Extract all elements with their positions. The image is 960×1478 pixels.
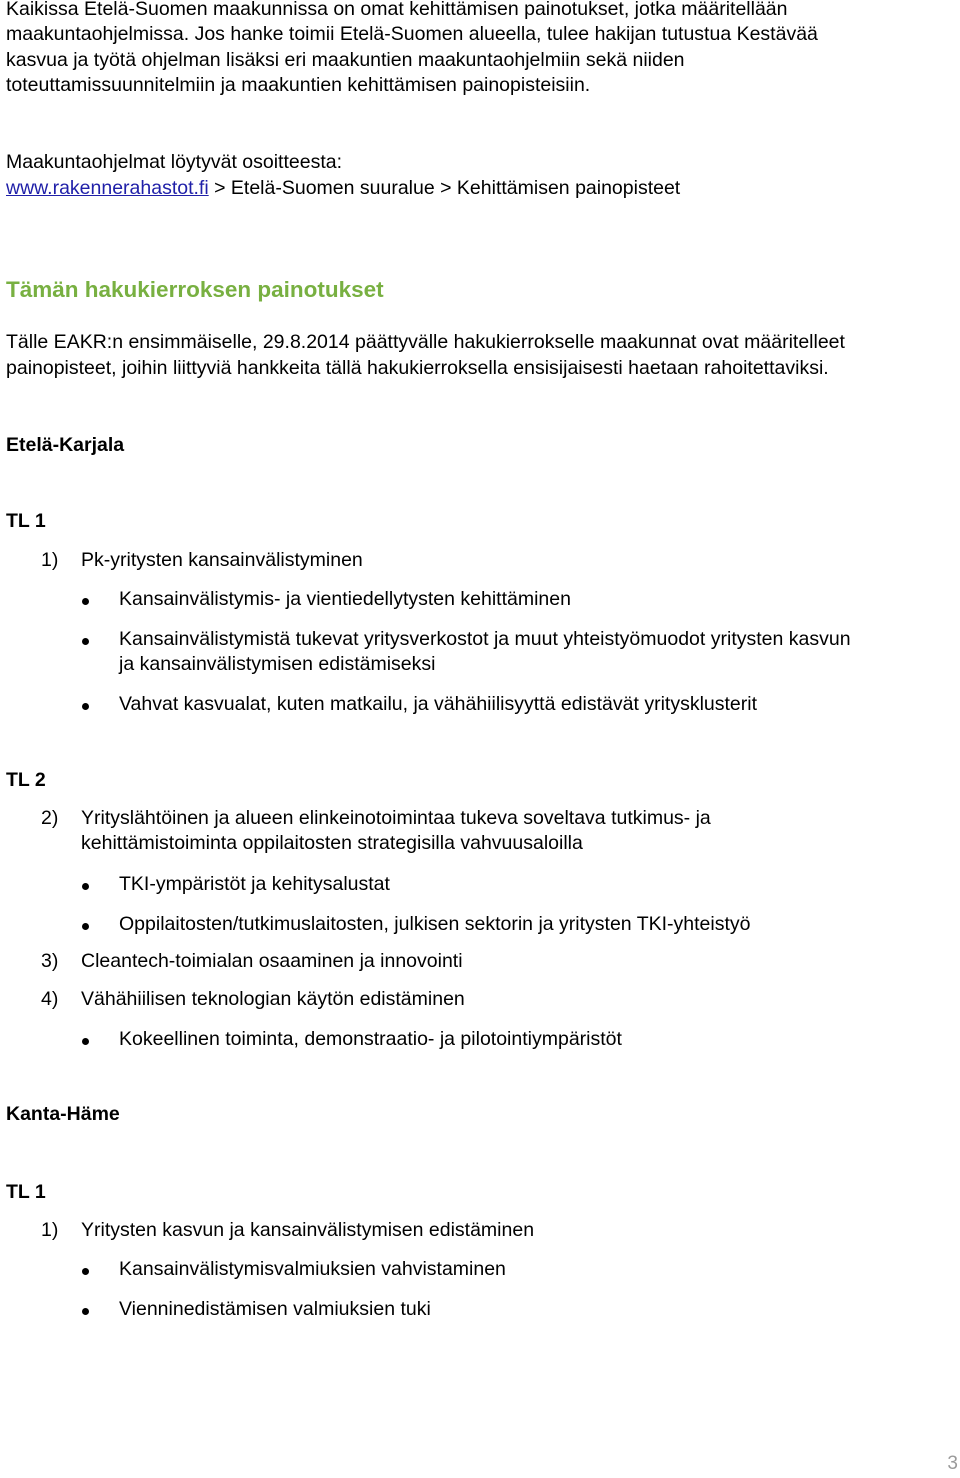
page-number: 3	[947, 1453, 958, 1474]
intro-line: toteuttamissuunnitelmiin ja maakuntien kehittämisen painopisteisiin.	[6, 74, 591, 96]
item-number: 3)	[41, 950, 59, 972]
bullet-text-continuation: ja kansainvälistymisen edistämiseksi	[119, 653, 436, 675]
tl-label: TL 1	[6, 510, 46, 532]
item-number: 4)	[41, 988, 59, 1010]
bullet-text: Oppilaitosten/tutkimuslaitosten, julkisen sektorin ja yritysten TKI-yhteistyö	[119, 913, 751, 935]
bullet-icon	[82, 703, 89, 710]
bullet-icon	[82, 1038, 89, 1045]
item-number: 1)	[41, 549, 59, 571]
round-text-line: Tälle EAKR:n ensimmäiselle, 29.8.2014 päättyvälle hakukierrokselle maakunnat ovat määritelleet	[6, 331, 845, 353]
programs-link-line	[6, 176, 680, 200]
bullet-icon	[82, 1308, 89, 1315]
region-heading: Etelä-Karjala	[6, 434, 125, 456]
bullet-text: Vahvat kasvualat, kuten matkailu, ja vähähiilisyyttä edistävät yritysklusterit	[119, 693, 758, 715]
item-text: Pk-yritysten kansainvälistyminen	[81, 549, 363, 571]
intro-line: Kaikissa Etelä-Suomen maakunnissa on omat kehittämisen painotukset, jotka määritellään	[6, 0, 788, 20]
bullet-icon	[82, 598, 89, 605]
intro-line: kasvua ja työtä ohjelman lisäksi eri maakuntien maakuntaohjelmiin sekä niiden	[6, 49, 685, 71]
bullet-text: TKI-ympäristöt ja kehitysalustat	[119, 873, 390, 895]
bullet-text: Kansainvälistymis- ja vientiedellytysten kehittäminen	[119, 588, 571, 610]
round-heading: Tämän hakukierroksen painotukset	[6, 277, 384, 302]
intro-line: maakuntaohjelmissa. Jos hanke toimii Etelä-Suomen alueella, tulee hakijan tutustua Kestävää	[6, 23, 818, 45]
bullet-icon	[82, 883, 89, 890]
item-text: Yrityslähtöinen ja alueen elinkeinotoimintaa tukeva soveltava tutkimus- ja	[81, 807, 711, 829]
region-heading: Kanta-Häme	[6, 1103, 120, 1125]
bullet-text: Kokeellinen toiminta, demonstraatio- ja pilotointiympäristöt	[119, 1028, 622, 1050]
bullet-text: Kansainvälistymistä tukevat yritysverkostot ja muut yhteistyömuodot yritysten kasvun	[119, 628, 851, 650]
item-text: Vähähiilisen teknologian käytön edistäminen	[81, 988, 465, 1010]
bullet-icon	[82, 923, 89, 930]
item-number: 2)	[41, 807, 59, 829]
tl-label: TL 2	[6, 769, 46, 791]
item-text-continuation: kehittämistoiminta oppilaitosten strategisilla vahvuusaloilla	[81, 832, 583, 854]
programs-label: Maakuntaohjelmat löytyvät osoitteesta:	[6, 151, 343, 173]
link-path: > Etelä-Suomen suuralue > Kehittämisen painopisteet	[208, 177, 681, 199]
bullet-icon	[82, 1268, 89, 1275]
rakennerahastot-link[interactable]: www.rakennerahastot.fi	[6, 177, 209, 199]
item-text: Yritysten kasvun ja kansainvälistymisen edistäminen	[81, 1219, 535, 1241]
round-text-line: painopisteet, joihin liittyviä hankkeita tällä hakukierroksella ensisijaisesti haetaan rahoitettaviksi.	[6, 357, 829, 379]
item-number: 1)	[41, 1219, 59, 1241]
bullet-text: Vienninedistämisen valmiuksien tuki	[119, 1298, 431, 1320]
item-text: Cleantech-toimialan osaaminen ja innovointi	[81, 950, 463, 972]
tl-label: TL 1	[6, 1181, 46, 1203]
bullet-icon	[82, 638, 89, 645]
bullet-text: Kansainvälistymisvalmiuksien vahvistaminen	[119, 1258, 506, 1280]
